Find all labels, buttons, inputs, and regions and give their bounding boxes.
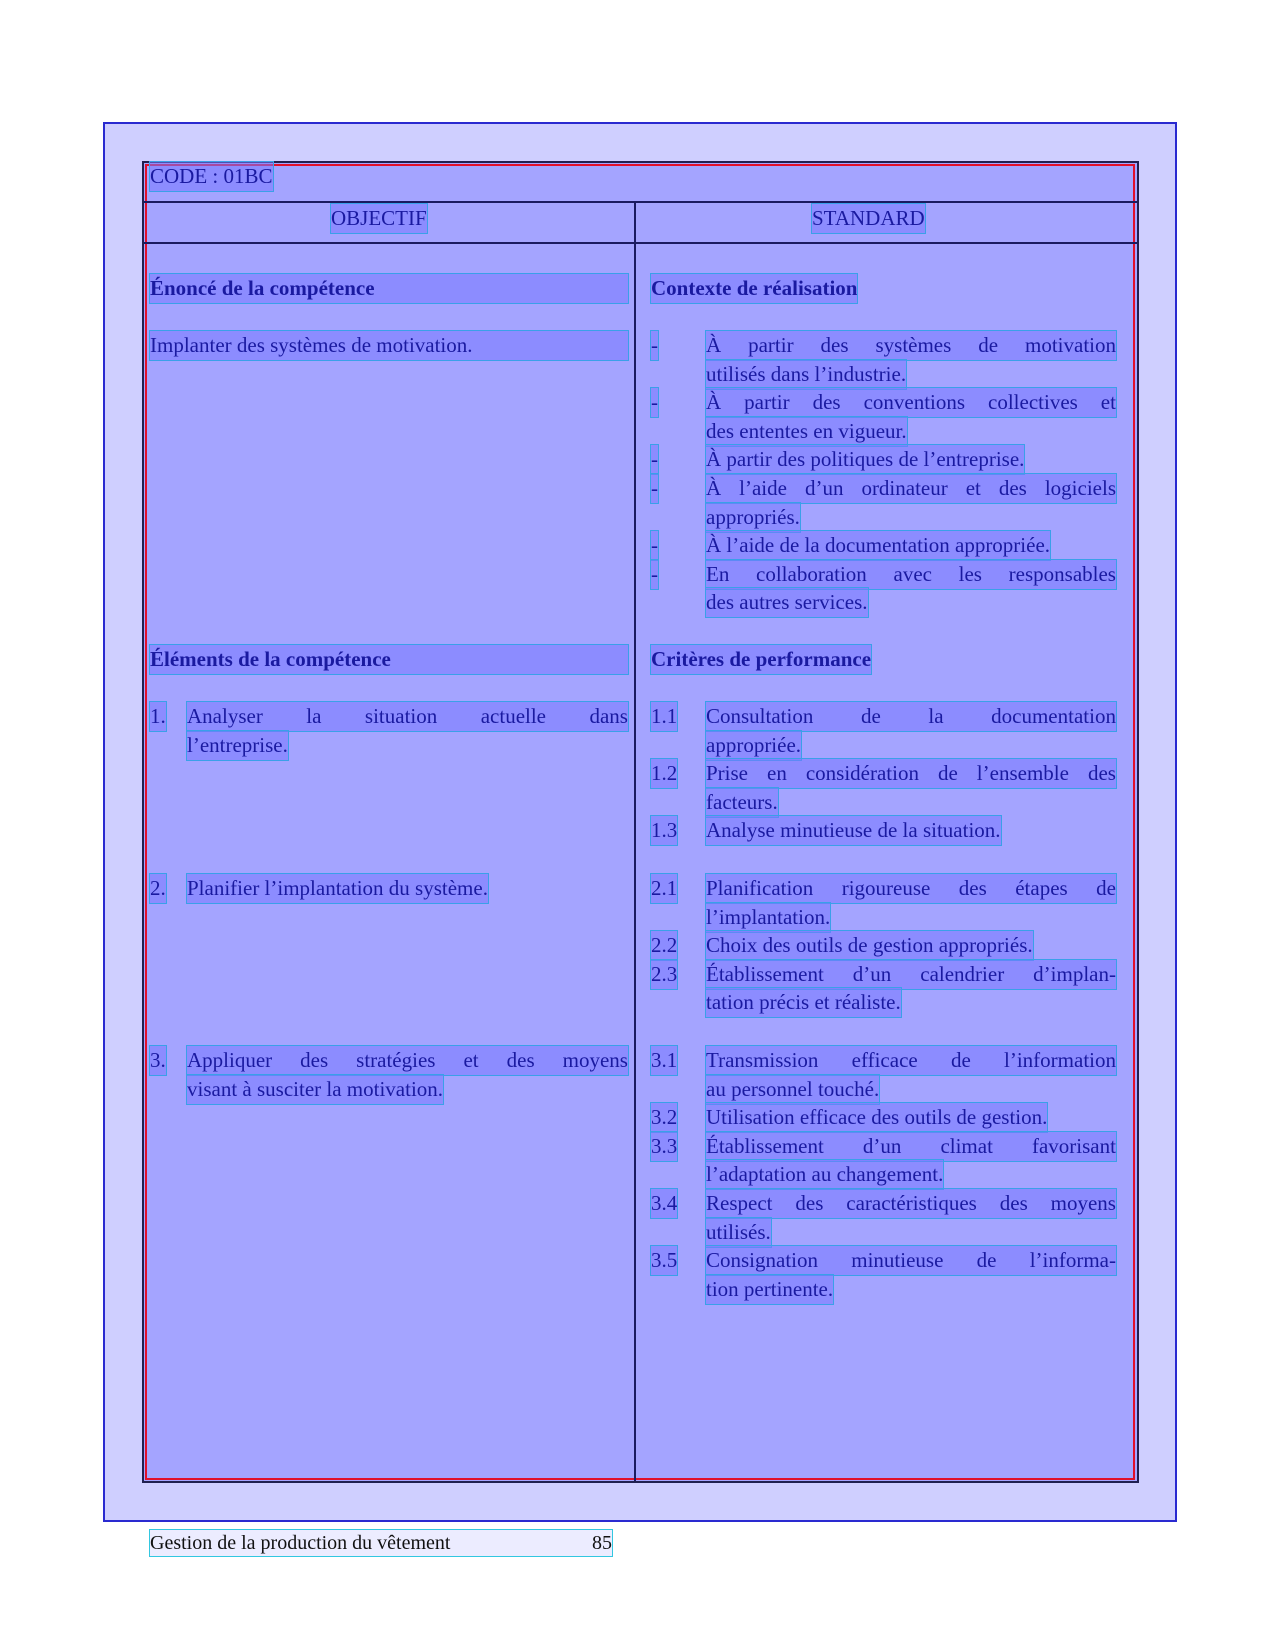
- header-divider-top: [144, 201, 1137, 203]
- contexte-item-line: appropriés.: [706, 503, 800, 532]
- objectif-header: OBJECTIF: [331, 204, 427, 233]
- critere-line: Prise en considération de l’ensemble des: [706, 759, 1116, 788]
- contexte-item-line: À partir des systèmes de motivation: [706, 331, 1116, 360]
- critere-number: 3.3: [651, 1132, 677, 1161]
- critere-line: Respect des caractéristiques des moyens: [706, 1189, 1116, 1218]
- contexte-item-line: À l’aide de la documentation appropriée.: [706, 531, 1050, 560]
- critere-line: Planification rigoureuse des étapes de: [706, 874, 1116, 903]
- enonce-text: Implanter des systèmes de motivation.: [150, 331, 628, 360]
- element-line: Analyser la situation actuelle dans: [187, 702, 628, 731]
- element-number: 3.: [150, 1046, 166, 1075]
- element-line: l’entreprise.: [187, 731, 288, 760]
- critere-line: Consultation de la documentation: [706, 702, 1116, 731]
- critere-line: facteurs.: [706, 788, 778, 817]
- critere-line: Transmission efficace de l’information: [706, 1046, 1116, 1075]
- element-number: 2.: [150, 874, 166, 903]
- column-divider: [634, 202, 636, 1481]
- critere-line: Établissement d’un calendrier d’implan-: [706, 960, 1116, 989]
- critere-number: 3.5: [651, 1246, 677, 1275]
- critere-line: tation précis et réaliste.: [706, 988, 901, 1017]
- contexte-item-line: À partir des conventions collectives et: [706, 388, 1116, 417]
- contexte-bullet: -: [651, 531, 658, 560]
- critere-number: 2.1: [651, 874, 677, 903]
- critere-line: tion pertinente.: [706, 1275, 833, 1304]
- critere-line: Choix des outils de gestion appropriés.: [706, 931, 1033, 960]
- contexte-item-line: des autres services.: [706, 588, 868, 617]
- contexte-item-line: À l’aide d’un ordinateur et des logiciels: [706, 474, 1116, 503]
- header-divider-bottom: [144, 242, 1137, 244]
- contexte-bullet: -: [651, 560, 658, 589]
- element-line: Appliquer des stratégies et des moyens: [187, 1046, 628, 1075]
- elements-title: Éléments de la compétence: [150, 645, 628, 674]
- critere-line: au personnel touché.: [706, 1075, 879, 1104]
- critere-line: Établissement d’un climat favorisant: [706, 1132, 1116, 1161]
- critere-number: 1.2: [651, 759, 677, 788]
- critere-line: Consignation minutieuse de l’informa-: [706, 1246, 1116, 1275]
- footer-title: Gestion de la production du vêtement: [150, 1532, 451, 1554]
- page-number: 85: [592, 1532, 612, 1554]
- contexte-item-line: En collaboration avec les responsables: [706, 560, 1116, 589]
- contexte-bullet: -: [651, 474, 658, 503]
- critere-line: l’adaptation au changement.: [706, 1160, 943, 1189]
- critere-line: appropriée.: [706, 731, 801, 760]
- contexte-item-line: des ententes en vigueur.: [706, 417, 907, 446]
- page-footer: [150, 1530, 612, 1556]
- code-label: CODE : 01BC: [150, 162, 273, 191]
- critere-number: 3.1: [651, 1046, 677, 1075]
- criteres-title: Critères de performance: [651, 645, 871, 674]
- element-line: visant à susciter la motivation.: [187, 1075, 443, 1104]
- critere-line: Analyse minutieuse de la situation.: [706, 816, 1001, 845]
- element-line: Planifier l’implantation du système.: [187, 874, 488, 903]
- critere-line: l’implantation.: [706, 903, 830, 932]
- contexte-bullet: -: [651, 331, 658, 360]
- contexte-bullet: -: [651, 388, 658, 417]
- contexte-item-line: À partir des politiques de l’entreprise.: [706, 445, 1024, 474]
- critere-number: 2.2: [651, 931, 677, 960]
- critere-number: 1.1: [651, 702, 677, 731]
- contexte-title: Contexte de réalisation: [651, 274, 857, 303]
- enonce-title: Énoncé de la compétence: [150, 274, 628, 303]
- standard-header: STANDARD: [812, 204, 925, 233]
- critere-number: 1.3: [651, 816, 677, 845]
- critere-number: 2.3: [651, 960, 677, 989]
- critere-number: 3.4: [651, 1189, 677, 1218]
- critere-line: Utilisation efficace des outils de gestion.: [706, 1103, 1047, 1132]
- contexte-bullet: -: [651, 445, 658, 474]
- critere-number: 3.2: [651, 1103, 677, 1132]
- critere-line: utilisés.: [706, 1218, 771, 1247]
- contexte-item-line: utilisés dans l’industrie.: [706, 360, 906, 389]
- element-number: 1.: [150, 702, 166, 731]
